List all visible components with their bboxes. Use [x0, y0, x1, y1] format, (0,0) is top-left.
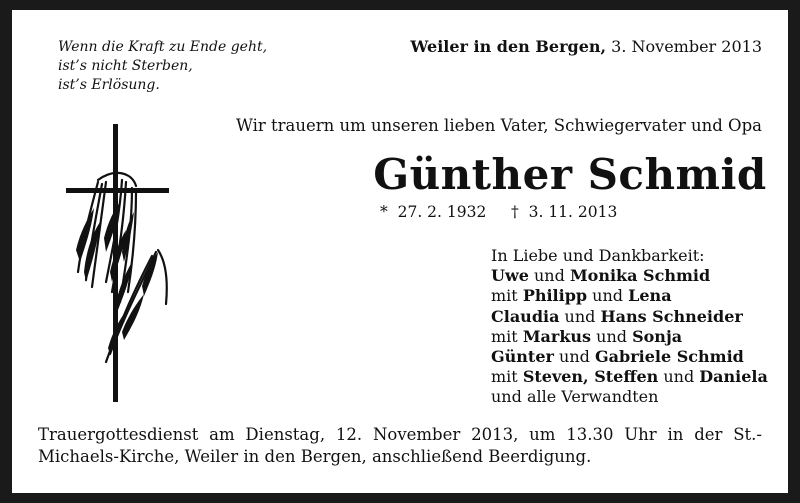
funeral-service-info: Trauergottesdienst am Dienstag, 12. November 2013, um 13.30 Uhr in der St.-Michaels-Kirche, Weiler in den Bergen, anschließend Beerdigung. — [38, 425, 762, 466]
mourner-name: Hans Schneider — [600, 306, 743, 326]
mourner-name: Lena — [628, 286, 672, 306]
connector: und — [559, 306, 601, 326]
connector: mit — [491, 326, 523, 346]
mourners-line — [491, 266, 768, 286]
mourner-name: Steven, Steffen — [522, 367, 659, 387]
mourner-name: Uwe — [491, 266, 529, 286]
intro-text: Wir trauern um unseren lieben Vater, Schwiegervater und Opa — [235, 116, 762, 135]
mourners-line — [491, 307, 768, 327]
life-dates — [380, 203, 617, 221]
birth-symbol: * — [380, 203, 388, 221]
mourner-name: Daniela — [699, 367, 768, 387]
date: 3. November 2013 — [606, 37, 762, 56]
death-symbol: † — [511, 203, 519, 221]
mourner-name: Gabriele Schmid — [594, 347, 744, 367]
connector: und — [591, 326, 633, 346]
mourners-line — [491, 286, 768, 306]
mourners-list — [491, 246, 768, 408]
mourner-name: Markus — [522, 326, 592, 346]
mourner-name: Claudia — [491, 306, 560, 326]
death-date: 3. 11. 2013 — [528, 203, 618, 221]
mourner-name: Monika Schmid — [569, 266, 711, 286]
connector: mit — [491, 286, 523, 306]
poem-line: ist’s Erlösung. — [58, 77, 160, 93]
mourners-line — [491, 327, 768, 347]
deceased-name-text: Günther Schmid — [373, 150, 767, 199]
memorial-poem — [58, 38, 267, 95]
mourners-line — [491, 347, 768, 367]
mourner-name: Philipp — [522, 286, 588, 306]
place: Weiler in den Bergen, — [410, 37, 607, 56]
mourner-name: Günter — [491, 347, 554, 367]
place-and-date — [410, 37, 762, 56]
connector: und — [528, 266, 570, 286]
connector: und — [658, 367, 700, 387]
connector: und — [587, 286, 629, 306]
cross-with-wheat-icon — [62, 122, 182, 411]
mourners-line — [491, 367, 768, 387]
poem-line: Wenn die Kraft zu Ende geht, — [58, 39, 268, 55]
connector: und — [553, 347, 595, 367]
poem-line: ist’s nicht Sterben, — [58, 58, 193, 74]
obituary-notice — [12, 10, 788, 493]
connector: mit — [491, 367, 523, 387]
mourner-name: Sonja — [632, 326, 683, 346]
mourners-closing: und alle Verwandten — [491, 387, 659, 407]
mourners-heading: In Liebe und Dankbarkeit: — [491, 246, 705, 265]
birth-date: 27. 2. 1932 — [397, 203, 487, 221]
